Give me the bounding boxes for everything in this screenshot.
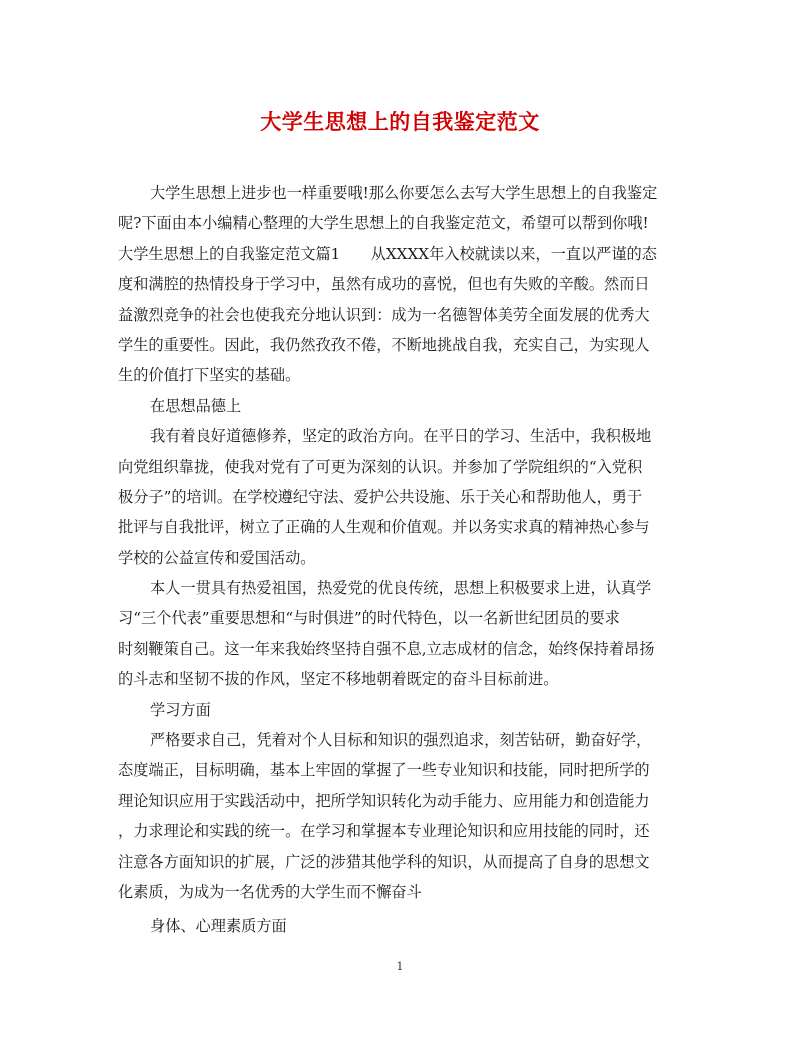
paragraph-line: 大学生思想上进步也一样重要哦!那么你要怎么去写大学生思想上的自我鉴定 xyxy=(150,184,658,202)
paragraph-line: 我有着良好道德修养，坚定的政治方向。在平日的学习、生活中，我积极地 xyxy=(150,427,652,446)
paragraph-line: 呢?下面由本小编精心整理的大学生思想上的自我鉴定范文，希望可以帮到你哦! xyxy=(118,214,649,233)
page-number: 1 xyxy=(396,960,404,973)
section-heading: 在思想品德上 xyxy=(150,396,242,415)
paragraph-line: 益激烈竞争的社会也使我充分地认识到：成为一名德智体美劳全面发展的优秀大 xyxy=(118,305,650,324)
paragraph-line: 向党组织靠拢，使我对党有了可更为深刻的认识。并参加了学院组织的“入党积 xyxy=(118,457,643,476)
section-heading: 学习方面 xyxy=(150,700,211,719)
paragraph-line: 注意各方面知识的扩展，广泛的涉猎其他学科的知识，从而提高了自身的思想文 xyxy=(118,852,650,871)
paragraph-line: ，力求理论和实践的统一。在学习和掌握本专业理论知识和应用技能的同时，还 xyxy=(118,822,650,841)
paragraph-line: 批评与自我批评，树立了正确的人生观和价值观。并以务实求真的精神热心参与 xyxy=(118,518,650,537)
paragraph-line: 学校的公益宣传和爱国活动。 xyxy=(118,548,316,567)
paragraph-line: 学生的重要性。因此，我仍然孜孜不倦，不断地挑战自我，充实自己，为实现人 xyxy=(118,335,650,354)
paragraph-line: 化素质，为成为一名优秀的大学生而不懈奋斗 xyxy=(118,882,422,901)
paragraph-line: 习“三个代表”重要思想和“与时俱进”的时代特色，以一名新世纪团员的要求 xyxy=(118,609,620,628)
document-title: 大学生思想上的自我鉴定范文 xyxy=(260,109,540,134)
paragraph-line: 严格要求自己，凭着对个人目标和知识的强烈追求，刻苦钻研，勤奋好学， xyxy=(150,731,652,750)
paragraph-line: 极分子”的培训。在学校遵纪守法、爱护公共设施、乐于关心和帮助他人，勇于 xyxy=(118,487,643,506)
paragraph-line: 本人一贯具有热爱祖国，热爱党的优良传统，思想上积极要求上进，认真学 xyxy=(150,579,652,598)
paragraph-line: 的斗志和坚韧不拔的作风，坚定不移地朝着既定的奋斗目标前进。 xyxy=(118,670,559,689)
paragraph-line: 大学生思想上的自我鉴定范文篇1 从XXXX年入校就读以来，一直以严谨的态 xyxy=(118,244,657,263)
paragraph-line: 时刻鞭策自己。这一年来我始终坚持自强不息,立志成材的信念，始终保持着昂扬 xyxy=(118,639,655,658)
paragraph-line: 度和满腔的热情投身于学习中，虽然有成功的喜悦，但也有失败的辛酸。然而日 xyxy=(118,275,650,294)
section-heading: 身体、心理素质方面 xyxy=(150,917,287,936)
paragraph-line: 理论知识应用于实践活动中，把所学知识转化为动手能力、应用能力和创造能力 xyxy=(118,791,650,810)
paragraph-line: 态度端正，目标明确，基本上牢固的掌握了一些专业知识和技能，同时把所学的 xyxy=(118,761,650,780)
document-body xyxy=(118,178,684,942)
paragraph-line: 生的价值打下坚实的基础。 xyxy=(118,366,301,385)
